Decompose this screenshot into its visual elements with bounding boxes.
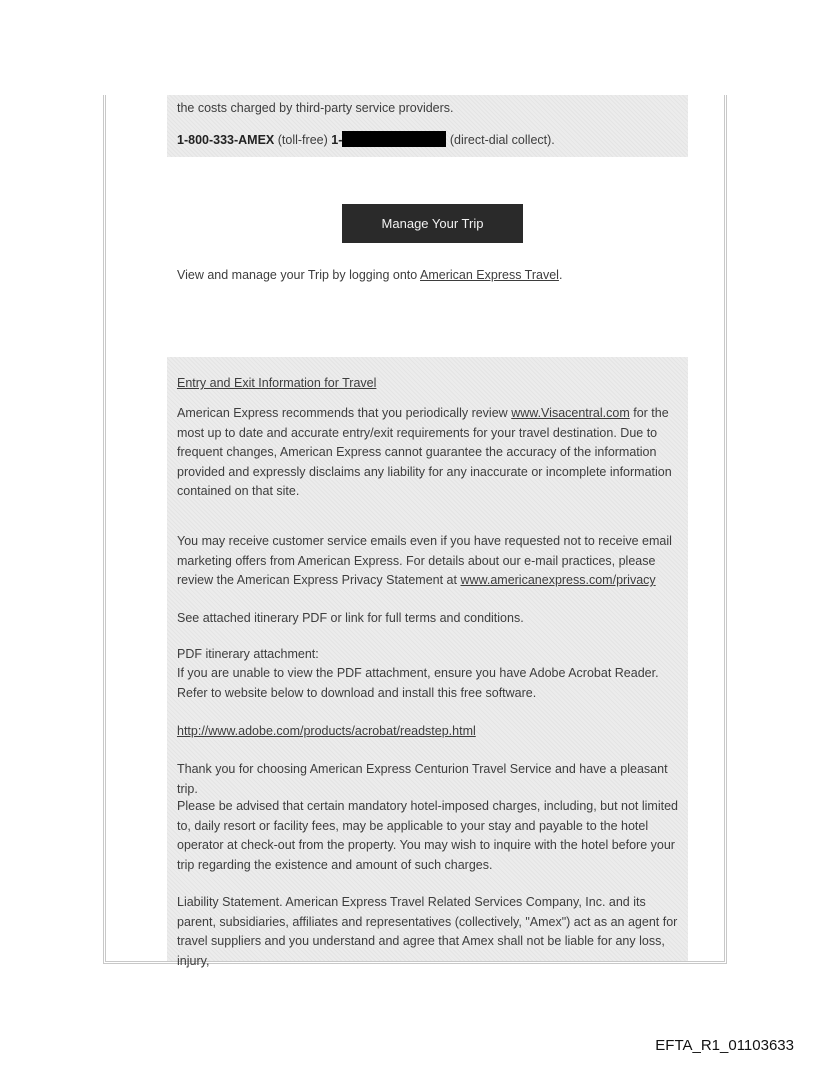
phone-line	[177, 131, 555, 149]
visa-pre: American Express recommends that you periodically review	[177, 406, 508, 420]
emails-paragraph	[177, 532, 687, 591]
adobe-link[interactable]: http://www.adobe.com/products/acrobat/readstep.html	[177, 724, 476, 738]
attached-paragraph: See attached itinerary PDF or link for full terms and conditions.	[177, 611, 524, 625]
thanks-paragraph: Thank you for choosing American Express Centurion Travel Service and have a pleasant trip.	[177, 762, 668, 796]
toll-free-label: (toll-free)	[277, 133, 328, 147]
visacentral-link[interactable]: www.Visacentral.com	[511, 406, 630, 420]
costs-line: the costs charged by third-party service providers.	[177, 101, 454, 115]
entry-exit-heading	[177, 374, 687, 394]
view-manage-tail: .	[558, 268, 563, 282]
adobe-link-line	[177, 722, 687, 742]
direct-dial-label: (direct-dial collect).	[449, 133, 555, 147]
pdf-heading: PDF itinerary attachment:	[177, 647, 319, 661]
view-manage-text: View and manage your Trip by logging onto	[177, 268, 418, 282]
pdf-paragraph: If you are unable to view the PDF attachment, ensure you have Adobe Acrobat Reader. Refer to website below to download and install this free software.	[177, 666, 659, 700]
liability-paragraph: Liability Statement. American Express Travel Related Services Company, Inc. and its parent, subsidiaries, affiliates and representatives (collectively, "Amex") act as an agent for travel suppliers and you understand and agree that Amex shall not be liable for any loss, injury,	[177, 895, 678, 968]
privacy-link[interactable]: www.americanexpress.com/privacy	[460, 573, 656, 587]
view-manage-line	[177, 268, 562, 282]
visa-paragraph	[177, 404, 687, 502]
emails-pre: You may receive customer service emails even if you have requested not to receive email marketing offers from American Express. For details about our e-mail practices, please review the American Express Privacy Statement at	[177, 534, 672, 587]
phone-number: 1-800-333-AMEX	[177, 133, 275, 147]
amex-travel-link[interactable]: American Express Travel	[420, 268, 559, 282]
hotel-paragraph: Please be advised that certain mandatory hotel-imposed charges, including, but not limited to, daily resort or facility fees, may be applicable to your stay and payable to the hotel operator at check-out from the property. You may wish to inquire with the hotel before your trip regarding the existence and amount of such charges.	[177, 799, 678, 872]
document-id: EFTA_R1_01103633	[655, 1037, 794, 1054]
direct-prefix: 1-	[331, 133, 343, 147]
redaction-block	[342, 131, 446, 147]
manage-trip-button[interactable]: Manage Your Trip	[342, 204, 523, 243]
visa-post: for the most up to date and accurate entry/exit requirements for your travel destination. Due to frequent changes, American Express cannot guarantee the accuracy of the information provided and expressly disclaims any liability for any inaccurate or incomplete information contained on that site.	[177, 406, 672, 498]
entry-exit-link[interactable]: Entry and Exit Information for Travel	[177, 376, 377, 390]
